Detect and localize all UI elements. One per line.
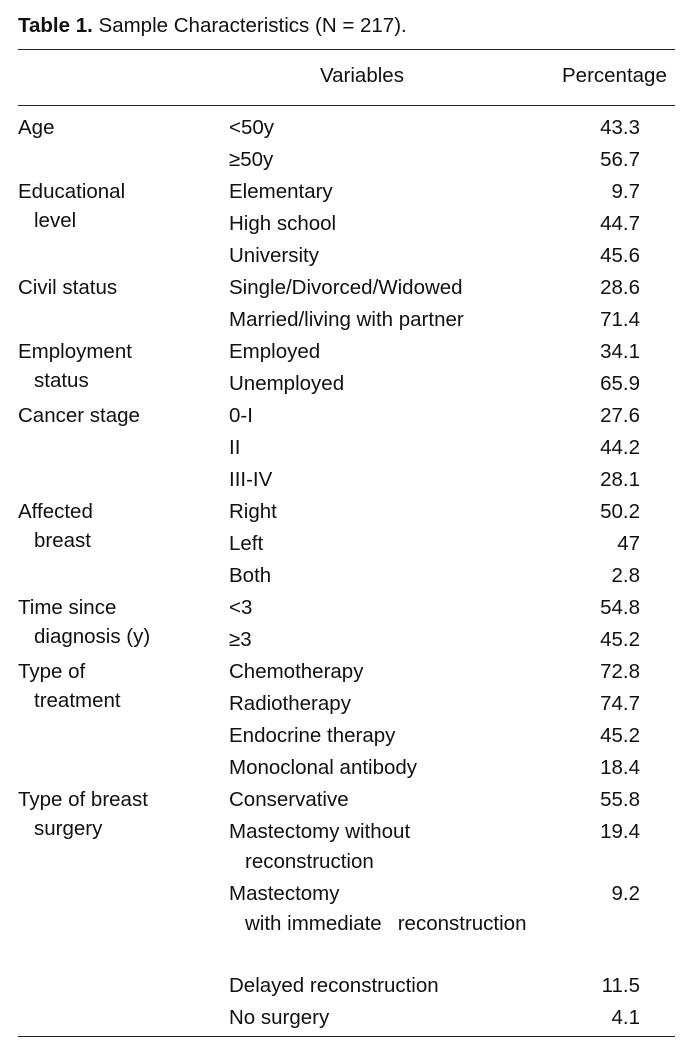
table-row [18,145,675,177]
variable-label [229,1003,329,1033]
variable-line: III-IV [229,468,273,491]
percentage-value: 2.8 [611,564,640,587]
variable-label [229,241,319,271]
percentage-value: 4.1 [611,1006,640,1029]
category-label [18,401,140,430]
variable-label [229,497,277,527]
table-row [18,273,675,305]
table-row [18,113,675,145]
category-line: Time since [18,596,117,619]
variable-label [229,465,272,495]
percentage-value: 54.8 [600,596,640,619]
variable-line: 0-I [229,404,253,427]
table-row [18,401,675,433]
variable-line: II [229,436,241,459]
variable-line: Married/living with partner [229,308,464,331]
category-line: level [34,209,77,232]
percentage-value: 43.3 [600,116,640,139]
percentage-value: 18.4 [600,756,640,779]
variable-label [229,879,526,939]
variable-label [229,721,395,751]
percentage-value: 27.6 [600,404,640,427]
variable-line: Radiotherapy [229,692,351,715]
percentage-value: 65.9 [600,372,640,395]
table-row [18,817,675,873]
variable-label [229,593,252,623]
variable-label [229,529,263,559]
percentage-value: 72.8 [600,660,640,683]
header-variables: Variables [320,64,404,87]
category-line: Type of [18,660,86,683]
variable-line: ≥3 [229,628,252,651]
category-line: Civil status [18,276,118,299]
variable-label [229,401,253,431]
table-caption [18,14,407,38]
top-rule [18,49,675,50]
variable-line: Endocrine therapy [229,724,396,747]
variable-label [229,177,333,207]
header-percentage: Percentage [562,64,667,87]
variable-label [229,113,274,143]
variable-label [229,305,464,335]
category-line: diagnosis (y) [34,625,151,648]
variable-line: Employed [229,340,321,363]
category-line: surgery [34,817,103,840]
percentage-value: 44.7 [600,212,640,235]
variable-line: <3 [229,596,253,619]
variable-label [229,785,349,815]
variable-label [229,625,252,655]
variable-label [229,689,351,719]
table-row [18,625,675,657]
variable-label [229,273,463,303]
table-row [18,879,675,935]
percentage-value: 56.7 [600,148,640,171]
table-row [18,689,675,721]
percentage-value: 45.6 [600,244,640,267]
table-row [18,721,675,753]
percentage-value: 28.6 [600,276,640,299]
variable-line: Delayed reconstruction [229,974,439,997]
variable-line: Chemotherapy [229,660,364,683]
variable-label [229,337,320,367]
variable-line: Conservative [229,788,349,811]
percentage-value: 50.2 [600,500,640,523]
percentage-value: 19.4 [600,820,640,843]
variable-line: Monoclonal antibody [229,756,418,779]
table-row [18,305,675,337]
table-row [18,1003,675,1035]
variable-line: Left [229,532,264,555]
category-line: breast [34,529,91,552]
variable-line: High school [229,212,337,235]
variable-line: University [229,244,319,267]
category-line: Type of breast [18,788,148,811]
percentage-value: 9.7 [611,180,640,203]
variable-line: Both [229,564,272,587]
variable-line: Mastectomy [229,882,340,905]
variable-line: with immediate [245,912,382,935]
percentage-value: 11.5 [601,974,640,997]
variable-label [229,209,336,239]
table-row [18,209,675,241]
table-row [18,561,675,593]
variable-label [229,145,273,175]
variable-line: <50y [229,116,275,139]
table-row [18,753,675,785]
header-rule [18,105,675,106]
variable-label [229,433,240,463]
table-row [18,971,675,1003]
percentage-value: 55.8 [600,788,640,811]
variable-line: reconstruction [397,912,527,935]
category-line: treatment [34,689,121,712]
variable-label [229,753,417,783]
variable-line: No surgery [229,1006,330,1029]
variable-label [229,657,363,687]
percentage-value: 47 [617,532,640,555]
variable-line: ≥50y [229,148,274,171]
variable-line: Right [229,500,277,523]
variable-line: Elementary [229,180,333,203]
category-line: Cancer stage [18,404,140,427]
variable-line: Unemployed [229,372,345,395]
table-row [18,241,675,273]
variable-label [229,369,344,399]
bottom-rule [18,1036,675,1037]
category-label [18,113,54,142]
table-row [18,433,675,465]
table-row [18,465,675,497]
category-line: Affected [18,500,93,523]
table-row [18,369,675,401]
percentage-value: 34.1 [600,340,640,363]
percentage-value: 45.2 [600,724,640,747]
caption-label: Table 1. [18,14,93,37]
percentage-value: 44.2 [600,436,640,459]
percentage-value: 45.2 [600,628,640,651]
variable-label [229,561,271,591]
variable-line: reconstruction [245,850,374,873]
variable-line: Single/Divorced/Widowed [229,276,463,299]
category-line: Age [18,116,55,139]
category-label [18,273,117,302]
category-line: Employment [18,340,132,363]
variable-line: Mastectomy without [229,820,411,843]
percentage-value: 9.2 [611,882,640,905]
variable-label [229,971,439,1001]
percentage-value: 28.1 [600,468,640,491]
category-line: Educational [18,180,126,203]
caption-text: Sample Characteristics (N = 217). [98,14,407,37]
variable-label [229,817,410,877]
category-line: status [34,369,89,392]
percentage-value: 71.4 [600,308,640,331]
percentage-value: 74.7 [600,692,640,715]
table-row [18,529,675,561]
